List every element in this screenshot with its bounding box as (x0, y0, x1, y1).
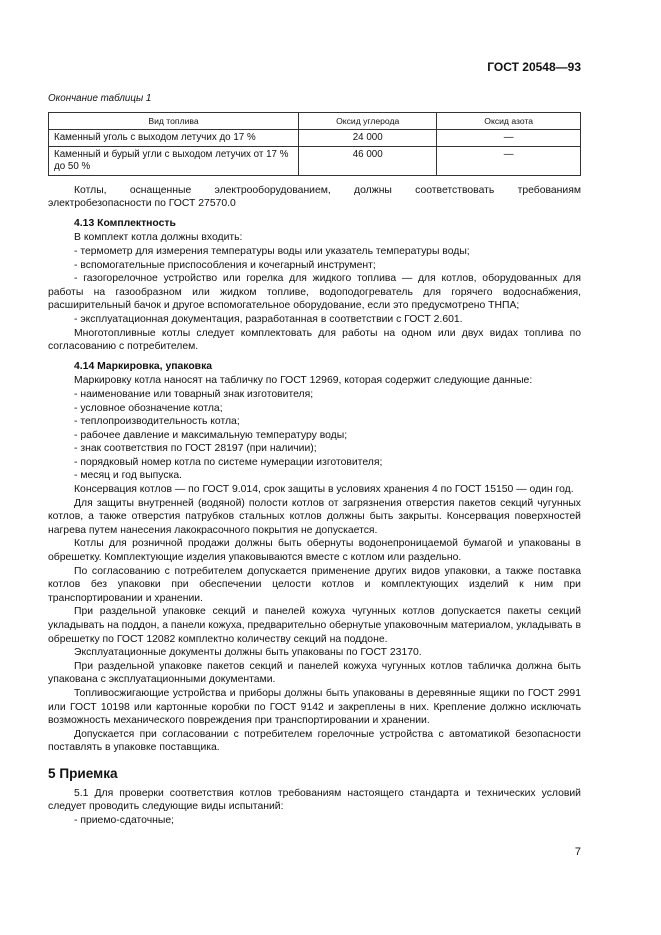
standard-header: ГОСТ 20548—93 (487, 60, 581, 74)
paragraph: При раздельной упаковке пакетов секций и панелей кожуха чугунных котлов табличка должна быть упакована с эксплуатационными документами. (48, 660, 581, 686)
page-number: 7 (574, 846, 581, 858)
list-item: - газогорелочное устройство или горелка для жидкого топлива — для котлов, оборудованных для работы на газообразном или жидком топливе, водоподогреватель для горячего водоснабжения, расширительный бачок и другое вспомогательное оборудование, если это предусмотрено ТНПА; (48, 273, 581, 312)
table-caption: Окончание таблицы 1 (48, 93, 152, 104)
paragraph: Топливосжигающие устройства и приборы должны быть упакованы в деревянные ящики по ГОСТ 2991 или ГОСТ 10198 или картонные коробки по ГОСТ 9142 и закреплены в них. Крепление должно исключать возможность механического повреждения при транспортировании и хранении. (48, 687, 581, 727)
paragraph: В комплект котла должны входить: (74, 232, 243, 244)
list-item: - приемо-сдаточные; (74, 814, 175, 826)
table-cell: — (437, 146, 581, 175)
table-cell: 46 000 (299, 146, 437, 175)
table-cell: Каменный уголь с выходом летучих до 17 % (49, 129, 299, 146)
list-item: - вспомогательные приспособления и кочегарный инструмент; (74, 259, 376, 271)
column-header-nox: Оксид азота (437, 112, 581, 129)
table-cell: Каменный и бурый угли с выходом летучих от 17 % до 50 % (49, 146, 299, 175)
paragraph: Для защиты внутренней (водяной) полости котлов от загрязнения отверстия пакетов секций чугунных котлов, а также отверстия патрубков стальных котлов должны быть закрыты. Консервация поверхностей нагрева путем нанесения лакокрасочного покрытия не допускается. (48, 497, 581, 536)
paragraph: По согласованию с потребителем допускается применение других видов упаковки, а также поставка котлов без упаковки при обеспечении целости котлов и комплектующих изделий к ним при транспортировании и хранении. (48, 565, 581, 604)
page-content (48, 92, 581, 827)
paragraph: Маркировку котла наносят на табличку по ГОСТ 12969, которая содержит следующие данные: (74, 375, 533, 387)
paragraph: Консервация котлов — по ГОСТ 9.014, срок защиты в условиях хранения 4 по ГОСТ 15150 — один год. (74, 484, 574, 496)
paragraph: Допускается при согласовании с потребителем горелочные устройства с автоматикой безопасности поставлять в упаковке поставщика. (48, 728, 581, 754)
column-header-co: Оксид углерода (299, 112, 437, 129)
list-item: - теплопроизводительность котла; (74, 416, 240, 428)
list-item: - порядковый номер котла по системе нумерации изготовителя; (74, 456, 383, 468)
emissions-table (48, 112, 581, 176)
paragraph: При раздельной упаковке секций и панелей кожуха чугунных котлов допускается пакеты секций укладывать на поддон, а панели кожуха, предварительно обернутые упаковочным материалом, укладывать в обрешетку по ГОСТ 12082 комплектно количеству секций на поддоне. (48, 606, 581, 645)
paragraph: Многотопливные котлы следует комплектовать для работы на одном или двух видах топлива по согласованию с потребителем. (48, 327, 581, 353)
table-header-row (49, 112, 581, 129)
table-cell: — (437, 129, 581, 146)
column-header-fuel: Вид топлива (49, 112, 299, 129)
list-item: - эксплуатационная документация, разработанная в соответствии с ГОСТ 2.601. (74, 313, 463, 325)
paragraph: Котлы для розничной продажи должны быть обернуты водонепроницаемой бумагой и упакованы в обрешетку. Комплектующие изделия упаковываются вместе с котлом или раздельно. (48, 538, 581, 564)
section-heading-4-14: 4.14 Маркировка, упаковка (74, 360, 213, 372)
list-item: - наименование или товарный знак изготовителя; (74, 388, 314, 400)
table-cell: 24 000 (299, 129, 437, 146)
list-item: - условное обозначение котла; (74, 402, 223, 414)
list-item: - термометр для измерения температуры воды или указатель температуры воды; (74, 245, 470, 257)
section-heading-5: 5 Приемка (48, 765, 118, 781)
paragraph: Эксплуатационные документы должны быть упакованы по ГОСТ 23170. (74, 647, 422, 659)
table-row (49, 129, 581, 146)
list-item: - знак соответствия по ГОСТ 28197 (при наличии); (74, 443, 317, 455)
section-heading-4-13: 4.13 Комплектность (74, 217, 176, 229)
list-item: - месяц и год выпуска. (74, 470, 183, 482)
list-item: - рабочее давление и максимальную температуру воды; (74, 429, 348, 441)
table-row (49, 146, 581, 175)
paragraph: Котлы, оснащенные электрооборудованием, должны соответствовать требованиям электробезопасности по ГОСТ 27570.0 (48, 184, 581, 210)
paragraph: 5.1 Для проверки соответствия котлов требованиям настоящего стандарта и технических условий следует проводить следующие виды испытаний: (48, 787, 581, 813)
